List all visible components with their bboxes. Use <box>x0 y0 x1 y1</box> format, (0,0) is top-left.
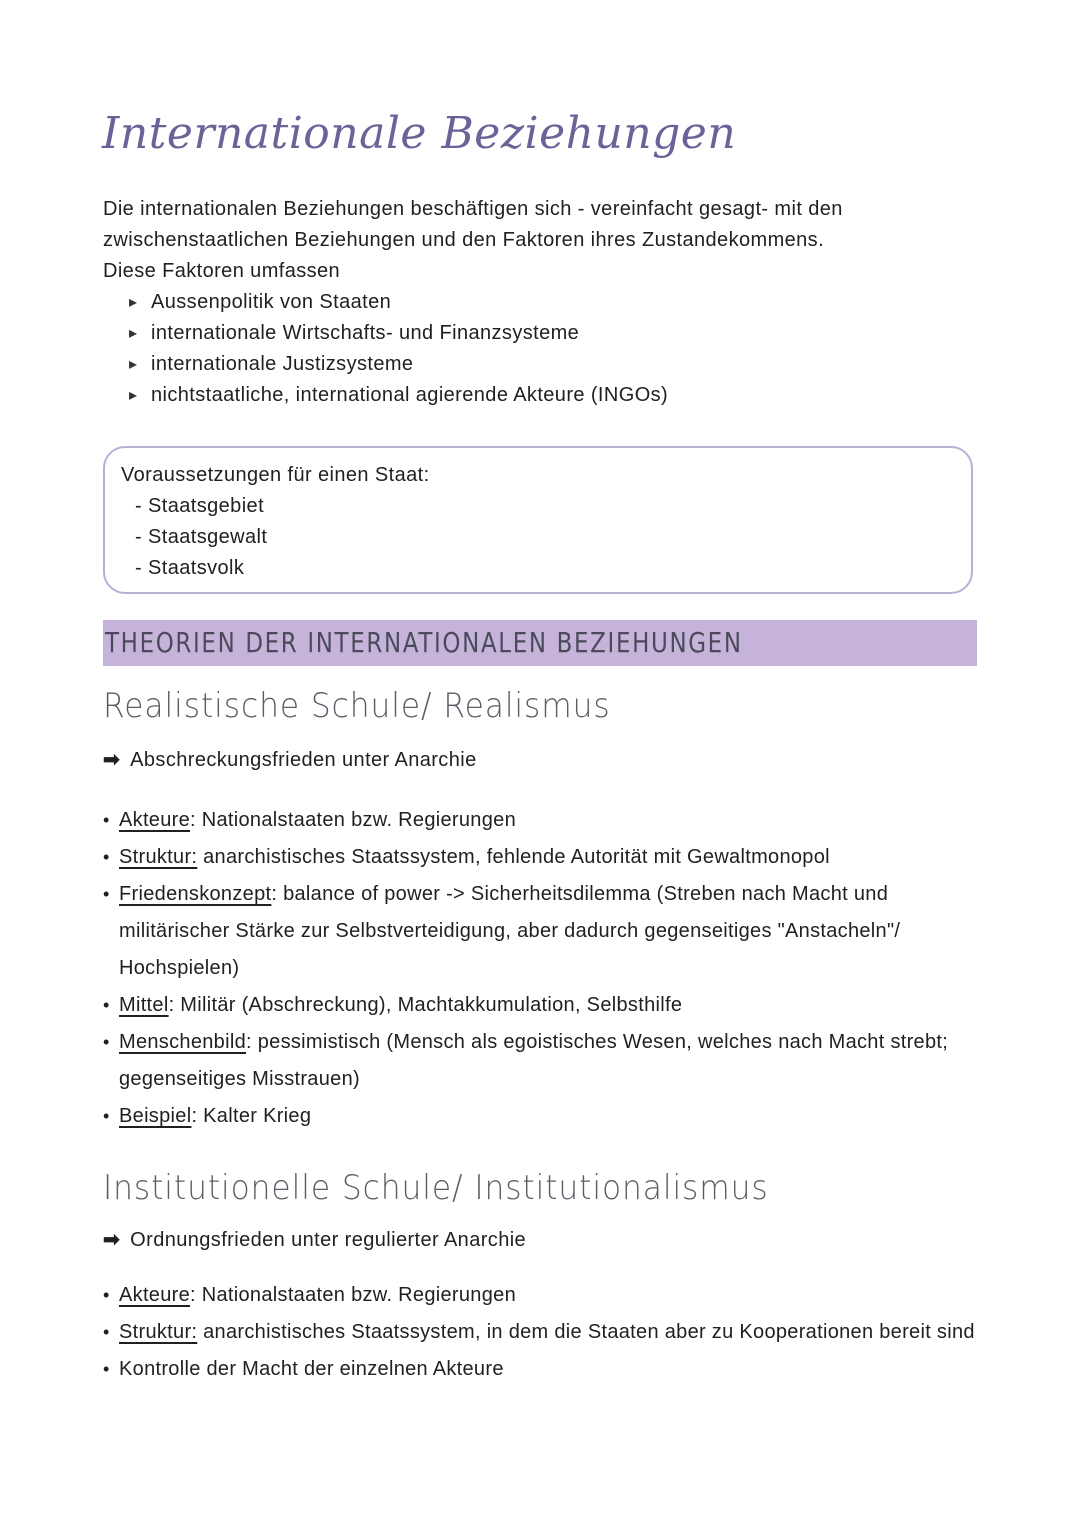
point-label: Struktur: <box>119 846 198 868</box>
requirement-item: - Staatsgewalt <box>135 522 955 553</box>
point-text: anarchistisches Staatssystem, in dem die Staaten aber zu Kooperationen bereit sind <box>197 1321 975 1343</box>
point-label: Mittel <box>119 994 169 1016</box>
list-item <box>103 839 983 876</box>
intro-line: Diese Faktoren umfassen <box>103 260 341 282</box>
list-item <box>103 987 983 1024</box>
point-text: Militär (Abschreckung), Machtakkumulation, Selbsthilfe <box>174 994 683 1016</box>
intro-line: zwischenstaatlichen Beziehungen und den Faktoren ihres Zustandekommens. <box>103 229 825 251</box>
realism-points <box>103 802 983 1135</box>
page-title: Internationale Beziehungen <box>102 108 737 159</box>
intro-paragraph <box>103 194 983 411</box>
point-label: Struktur: <box>119 1321 198 1343</box>
summary-text: Abschreckungsfrieden unter Anarchie <box>130 749 477 771</box>
point-text: Nationalstaaten bzw. Regierungen <box>195 1284 516 1306</box>
list-item <box>103 1314 983 1351</box>
institutionalism-heading: Institutionelle Schule/ Institutionalismus <box>103 1168 769 1208</box>
requirement-item: - Staatsgebiet <box>135 491 955 522</box>
factor-item: ▸ nichtstaatliche, international agierende Akteure (INGOs) <box>129 380 983 411</box>
point-sep: : <box>191 1105 198 1127</box>
list-item <box>103 1277 983 1314</box>
point-sep: : <box>168 994 175 1016</box>
requirement-item: - Staatsvolk <box>135 553 955 584</box>
institutionalism-points <box>103 1277 983 1388</box>
requirement-list <box>121 491 955 584</box>
section-banner-text: THEORIEN DER INTERNATIONALEN BEZIEHUNGEN <box>105 626 743 659</box>
realism-summary <box>103 747 477 772</box>
point-text: balance of power -> Sicherheitsdilemma (Streben nach Macht und militärischer Stärke zur Selbstverteidigung, aber dadurch gegenseitiges "Anstacheln"/ Hochspielen) <box>119 883 901 979</box>
point-sep: : <box>190 1284 196 1306</box>
point-text: pessimistisch (Mensch als egoistisches Wesen, welches nach Macht strebt; gegenseitiges Misstrauen) <box>119 1031 949 1090</box>
section-banner <box>103 620 977 666</box>
point-label: Akteure <box>119 809 191 831</box>
point-text: Kalter Krieg <box>197 1105 312 1127</box>
arrow-icon: ➡ <box>103 749 121 771</box>
point-text: anarchistisches Staatssystem, fehlende Autorität mit Gewaltmonopol <box>197 846 830 868</box>
point-label: Menschenbild <box>119 1031 247 1053</box>
arrow-icon: ➡ <box>103 1229 121 1251</box>
factor-item: ▸ internationale Wirtschafts- und Finanzsysteme <box>129 318 983 349</box>
point-label: Beispiel <box>119 1105 192 1127</box>
list-item <box>103 1024 983 1098</box>
institutionalism-summary <box>103 1227 526 1252</box>
point-sep: : <box>246 1031 252 1053</box>
state-requirements-box <box>103 446 973 594</box>
intro-line: Die internationalen Beziehungen beschäftigen sich - vereinfacht gesagt- mit den <box>103 198 843 220</box>
list-item <box>103 1098 983 1135</box>
realism-heading: Realistische Schule/ Realismus <box>103 686 611 726</box>
list-item <box>103 876 983 987</box>
factor-item: ▸ internationale Justizsysteme <box>129 349 983 380</box>
point-sep: : <box>271 883 278 905</box>
summary-text: Ordnungsfrieden unter regulierter Anarchie <box>130 1229 527 1251</box>
point-text: Kontrolle der Macht der einzelnen Akteure <box>119 1358 504 1380</box>
point-sep: : <box>190 809 196 831</box>
point-text: Nationalstaaten bzw. Regierungen <box>195 809 516 831</box>
factor-item: ▸ Aussenpolitik von Staaten <box>129 287 983 318</box>
factor-list <box>103 287 983 411</box>
point-label: Akteure <box>119 1284 191 1306</box>
box-heading: Voraussetzungen für einen Staat: <box>121 464 430 486</box>
point-label: Friedenskonzept <box>119 883 272 905</box>
list-item <box>103 1351 983 1388</box>
list-item <box>103 802 983 839</box>
